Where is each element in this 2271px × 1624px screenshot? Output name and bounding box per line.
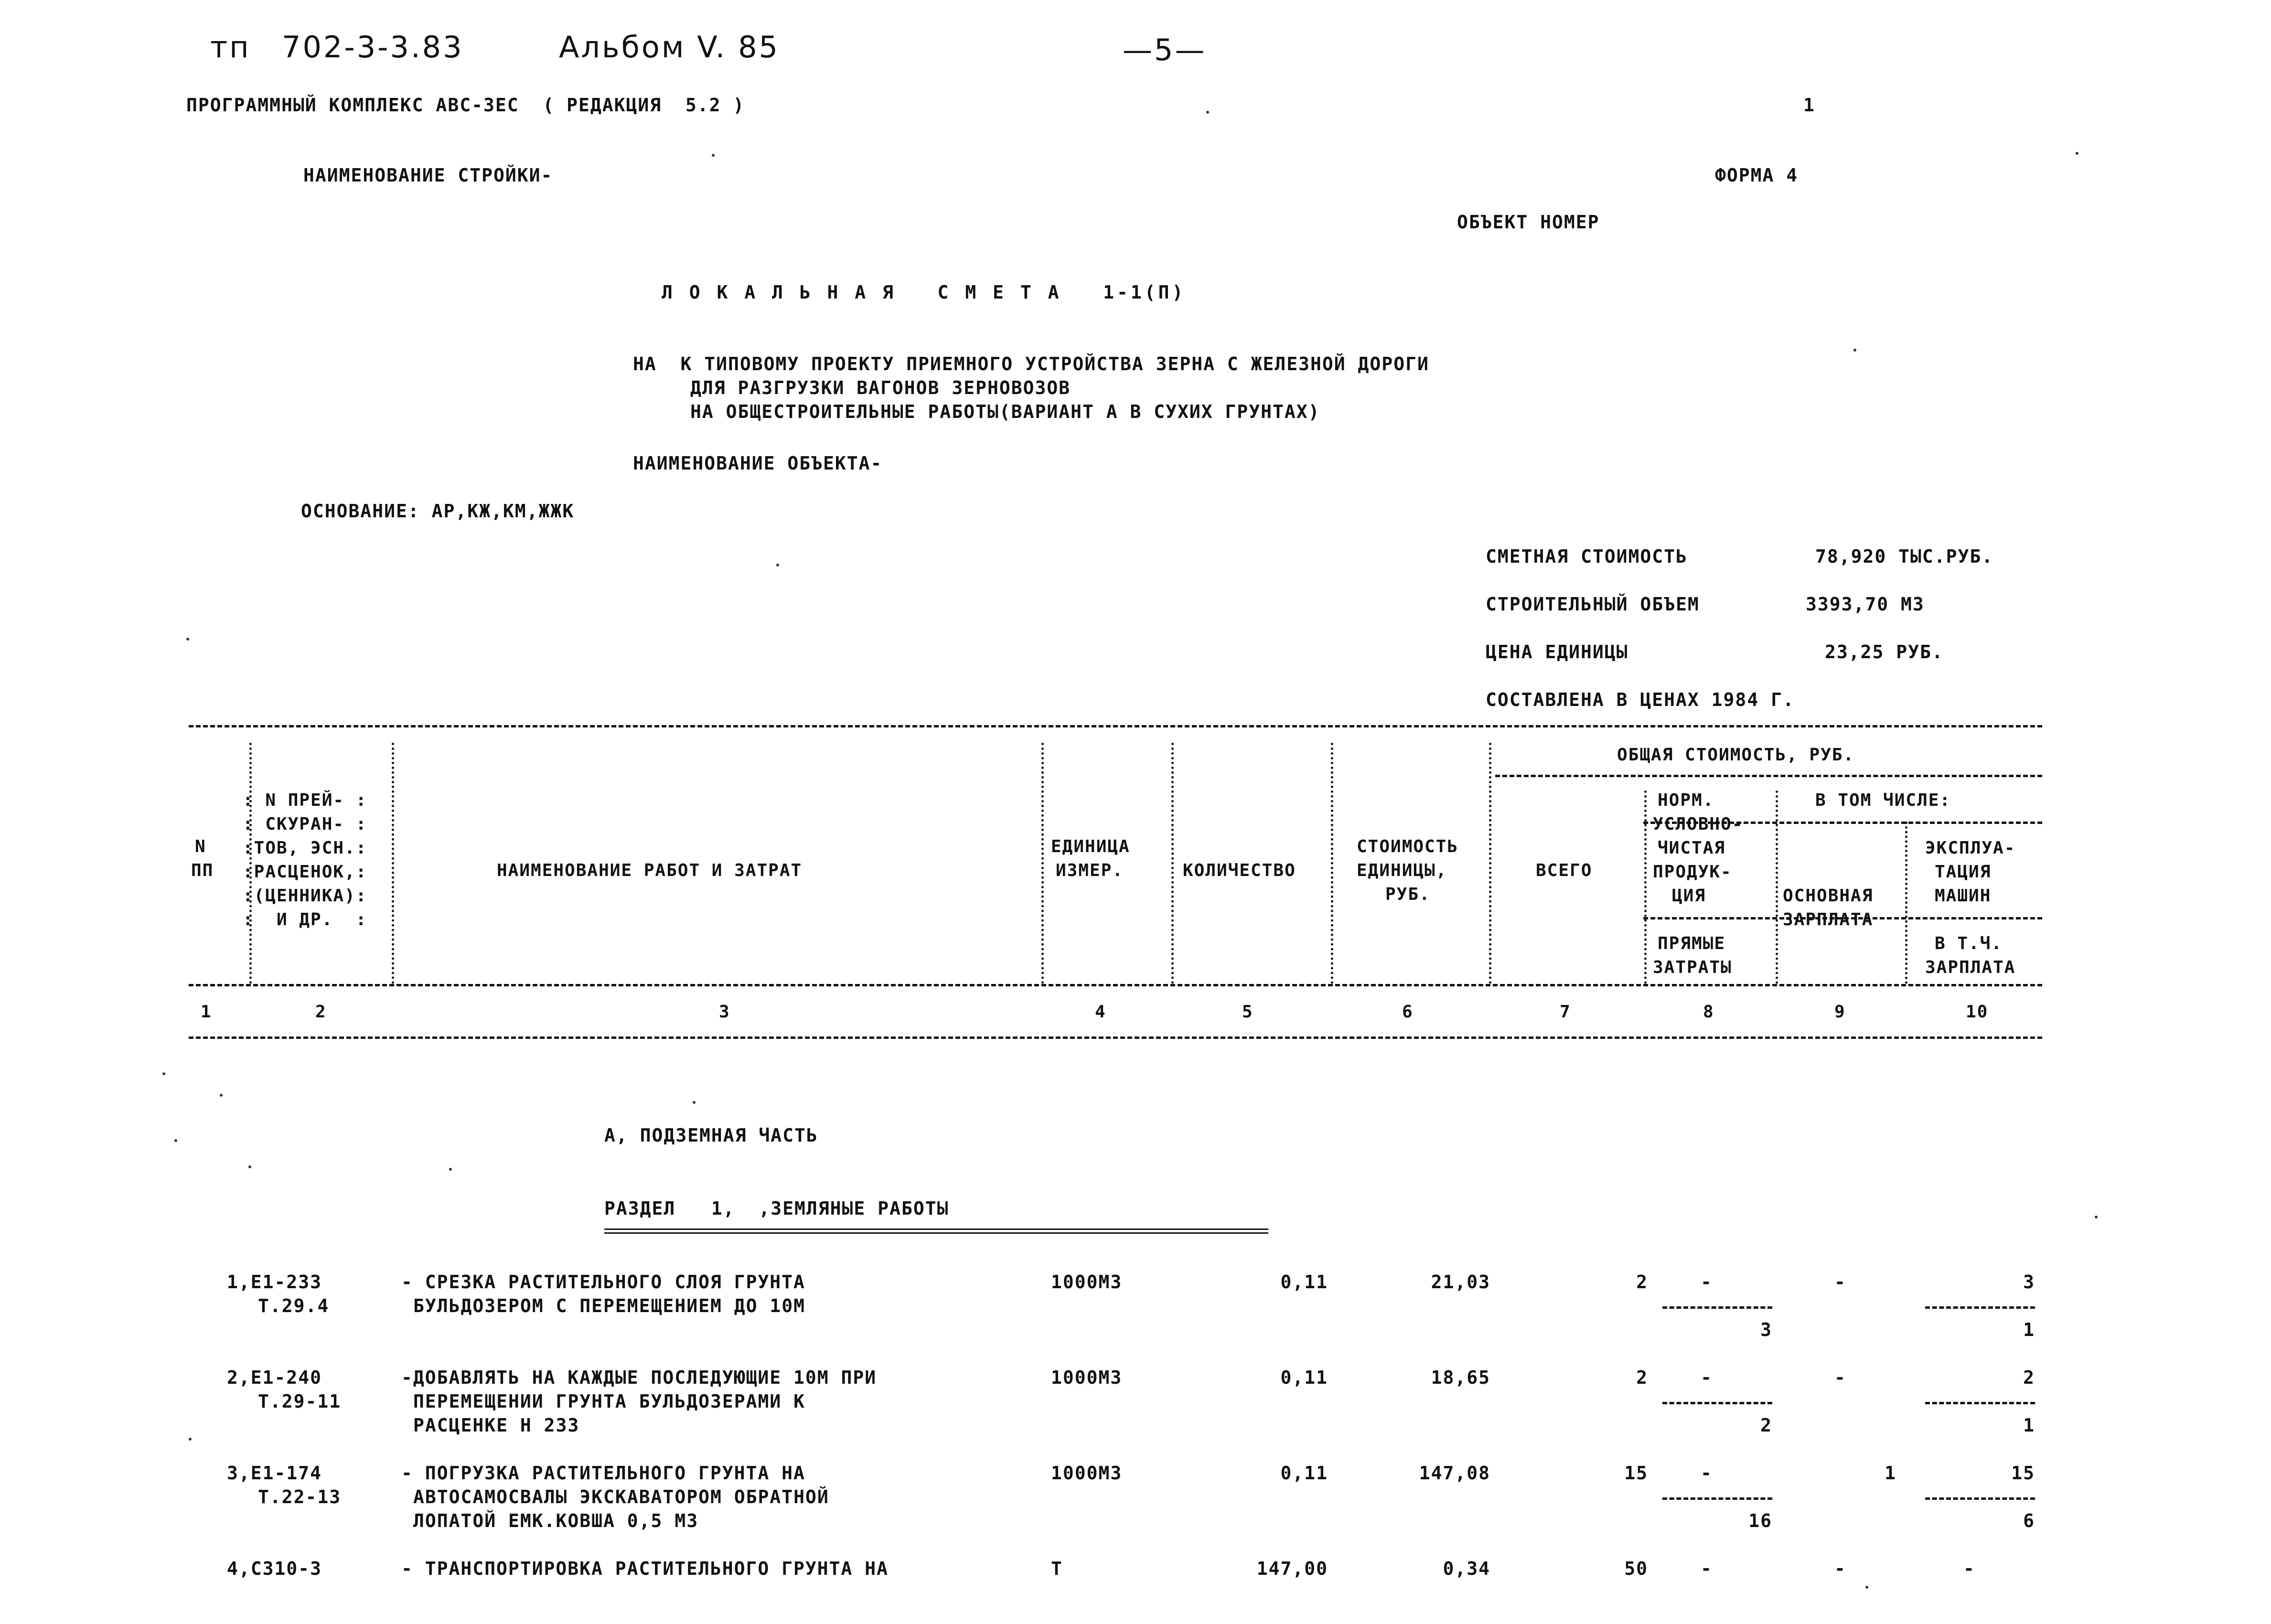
col-separator: [1489, 743, 1491, 984]
row-name: РАСЦЕНКЕ Н 233: [413, 1415, 580, 1436]
row-unit-price: 147,08: [1419, 1463, 1490, 1484]
summary-label-unit-price: ЦЕНА ЕДИНИЦЫ: [1486, 641, 1628, 662]
col-number: 5: [1242, 1002, 1253, 1022]
row-quantity: 147,00: [1256, 1558, 1328, 1579]
col8-header-line: НОРМ.: [1658, 791, 1714, 810]
header-bottom-rule: [189, 984, 2042, 986]
col-number: 10: [1966, 1002, 1989, 1022]
column-numbers-rule: [189, 1036, 2042, 1039]
row-exp-top: -: [1963, 1558, 1975, 1579]
col7-header: ВСЕГО: [1536, 861, 1593, 880]
col-separator: [392, 743, 394, 984]
col2-header-line: : N ПРЕЙ- :: [243, 791, 367, 810]
basis-line: ОСНОВАНИЕ: АР,КЖ,КМ,ЖЖК: [301, 501, 575, 522]
col9-header-line-1: ОСНОВНАЯ: [1783, 886, 1874, 906]
summary-prices-year: СОСТАВЛЕНА В ЦЕНАХ 1984 Г.: [1486, 689, 1795, 710]
row-code: 4,С310-3: [227, 1558, 322, 1579]
scan-speck: [1853, 349, 1856, 352]
form-label: ФОРМА 4: [1715, 165, 1799, 186]
estimate-subject-line-2: ДЛЯ РАЗГРУЗКИ ВАГОНОВ ЗЕРНОВОЗОВ: [690, 377, 1071, 398]
row-name: - ТРАНСПОРТИРОВКА РАСТИТЕЛЬНОГО ГРУНТА НА: [401, 1558, 889, 1579]
scan-speck: [189, 1438, 192, 1441]
row-norm-rule: [1662, 1402, 1772, 1404]
row-quantity: 0,11: [1280, 1271, 1328, 1293]
scan-speck: [1206, 111, 1209, 114]
col1-header-pp: ПП: [191, 861, 214, 880]
estimate-subject-line-1: НА К ТИПОВОМУ ПРОЕКТУ ПРИЕМНОГО УСТРОЙСТВА ЗЕРНА С ЖЕЛЕЗНОЙ ДОРОГИ: [633, 353, 1429, 374]
scan-speck: [2095, 1216, 2098, 1218]
row-wage: -: [1834, 1367, 1846, 1388]
scan-speck: [712, 154, 715, 157]
row-exp-bottom: 6: [2023, 1510, 2035, 1531]
object-name-label: НАИМЕНОВАНИЕ ОБЪЕКТА-: [633, 453, 883, 474]
summary-value-cost: 78,920 ТЫС.РУБ.: [1815, 546, 1994, 567]
header-tp: тп: [210, 30, 251, 64]
row-exp-rule: [1925, 1306, 2035, 1309]
col10-header-line: ЗАРПЛАТА: [1925, 958, 2016, 977]
col-number: 6: [1402, 1002, 1414, 1022]
col2-header-line: :РАСЦЕНОК,:: [243, 862, 367, 882]
construction-name-label: НАИМЕНОВАНИЕ СТРОЙКИ-: [303, 165, 553, 186]
row-total: 50: [1624, 1558, 1648, 1579]
col4-header-line-1: ЕДИНИЦА: [1051, 837, 1130, 856]
scan-speck: [776, 564, 779, 566]
col10-header-line: ЭКСПЛУА-: [1925, 838, 2016, 858]
col8-header-line: УСЛОВНО-: [1653, 814, 1744, 834]
row-name: ЛОПАТОЙ ЕМК.КОВША 0,5 М3: [413, 1510, 699, 1531]
col6-header-line-1: СТОИМОСТЬ: [1357, 837, 1459, 856]
col-separator: [1171, 743, 1174, 984]
col-number: 4: [1095, 1002, 1106, 1022]
scan-speck: [1865, 1586, 1868, 1589]
section-razdel-title: РАЗДЕЛ 1, ,ЗЕМЛЯНЫЕ РАБОТЫ: [604, 1198, 949, 1219]
col8-header-line: ЗАТРАТЫ: [1653, 958, 1732, 977]
row-norm-rule: [1662, 1306, 1772, 1309]
row-code: Т.22-13: [258, 1486, 342, 1507]
col3-header: НАИМЕНОВАНИЕ РАБОТ И ЗАТРАТ: [497, 861, 803, 880]
row-norm-top: -: [1701, 1558, 1713, 1579]
col2-header-line: : И ДР. :: [243, 910, 367, 930]
row-norm-top: -: [1701, 1367, 1713, 1388]
scan-speck: [162, 1072, 165, 1075]
col10-header-line: МАШИН: [1935, 886, 1992, 906]
row-quantity: 0,11: [1280, 1463, 1328, 1484]
col6-header-line-2: ЕДИНИЦЫ,: [1357, 861, 1447, 880]
row-exp-bottom: 1: [2023, 1415, 2035, 1436]
object-number-label: ОБЪЕКТ НОМЕР: [1457, 212, 1600, 233]
row-unit: 1000М3: [1051, 1271, 1123, 1293]
razdel-underline: [604, 1229, 1268, 1234]
scan-speck: [248, 1165, 251, 1168]
col-number: 1: [201, 1002, 212, 1022]
col-number: 7: [1560, 1002, 1571, 1022]
row-quantity: 0,11: [1280, 1367, 1328, 1388]
col-separator: [1331, 743, 1333, 984]
col-number: 9: [1834, 1002, 1846, 1022]
row-code: 2,Е1-240: [227, 1367, 322, 1388]
row-norm-rule: [1662, 1497, 1772, 1500]
scan-speck: [693, 1101, 696, 1104]
row-code: Т.29-11: [258, 1391, 342, 1412]
row-name: БУЛЬДОЗЕРОМ С ПЕРЕМЕЩЕНИЕМ ДО 10М: [413, 1295, 805, 1316]
row-wage: -: [1834, 1271, 1846, 1293]
col-separator: [1644, 791, 1647, 984]
row-unit-price: 0,34: [1443, 1558, 1490, 1579]
row-wage: 1: [1885, 1463, 1896, 1484]
scan-speck: [220, 1094, 223, 1097]
col2-header-line: : СКУРАН- :: [243, 814, 367, 834]
program-line: ПРОГРАММНЫЙ КОМПЛЕКС АВС-3ЕС ( РЕДАКЦИЯ 5.2 ): [186, 95, 745, 116]
table-top-rule: [189, 725, 2042, 727]
col-separator: [1776, 791, 1778, 984]
row-total: 15: [1624, 1463, 1648, 1484]
row-norm-bottom: 3: [1760, 1319, 1772, 1340]
row-total: 2: [1636, 1367, 1648, 1388]
group-rule: [1495, 775, 2042, 777]
summary-value-unit-price: 23,25 РУБ.: [1825, 641, 1944, 662]
row-norm-top: -: [1701, 1463, 1713, 1484]
section-part-title: А, ПОДЗЕМНАЯ ЧАСТЬ: [604, 1125, 818, 1146]
col-number: 8: [1703, 1002, 1714, 1022]
col-separator: [1041, 743, 1044, 984]
col8-header-line: ЦИЯ: [1672, 886, 1706, 906]
summary-label-cost: СМЕТНАЯ СТОИМОСТЬ: [1486, 546, 1688, 567]
row-name: ПЕРЕМЕЩЕНИИ ГРУНТА БУЛЬДОЗЕРАМИ К: [413, 1391, 805, 1412]
row-exp-top: 15: [2011, 1463, 2035, 1484]
col10-header-line: В Т.Ч.: [1935, 934, 2003, 953]
col2-header-line: :ТОВ, ЭСН.:: [243, 838, 367, 858]
header-code: 702-3-3.83: [282, 30, 464, 64]
row-code: 1,Е1-233: [227, 1271, 322, 1293]
estimate-subject-line-3: НА ОБЩЕСТРОИТЕЛЬНЫЕ РАБОТЫ(ВАРИАНТ А В СУХИХ ГРУНТАХ): [690, 401, 1320, 422]
header-album: Альбом V. 85: [559, 30, 780, 64]
estimate-title: Л О К А Л Ь Н А Я С М Е Т А 1-1(П): [662, 282, 1186, 303]
scan-speck: [449, 1168, 452, 1171]
summary-label-volume: СТРОИТЕЛЬНЫЙ ОБЪЕМ: [1486, 594, 1700, 615]
row-unit-price: 18,65: [1431, 1367, 1490, 1388]
page-number: —5—: [1123, 32, 1207, 67]
row-total: 2: [1636, 1271, 1648, 1293]
col1-header-n: N: [195, 837, 206, 856]
row-name: - ПОГРУЗКА РАСТИТЕЛЬНОГО ГРУНТА НА: [401, 1463, 805, 1484]
scan-speck: [174, 1139, 177, 1142]
row-exp-rule: [1925, 1402, 2035, 1404]
row-name: - СРЕЗКА РАСТИТЕЛЬНОГО СЛОЯ ГРУНТА: [401, 1271, 805, 1293]
col8-header-line: ЧИСТАЯ: [1658, 838, 1726, 858]
col-separator: [1905, 822, 1907, 984]
col-number: 2: [315, 1002, 327, 1022]
row-exp-rule: [1925, 1497, 2035, 1500]
row-unit: Т: [1051, 1558, 1063, 1579]
col6-header-line-3: РУБ.: [1385, 885, 1431, 904]
col-number: 3: [719, 1002, 730, 1022]
col8-header-line: ПРОДУК-: [1653, 862, 1732, 882]
row-unit: 1000М3: [1051, 1463, 1123, 1484]
row-name: АВТОСАМОСВАЛЫ ЭКСКАВАТОРОМ ОБРАТНОЙ: [413, 1486, 829, 1507]
row-norm-top: -: [1701, 1271, 1713, 1293]
row-unit-price: 21,03: [1431, 1271, 1490, 1293]
group-header: ОБЩАЯ СТОИМОСТЬ, РУБ.: [1617, 745, 1855, 765]
in-that-number-header: В ТОМ ЧИСЛЕ:: [1815, 791, 1951, 810]
col10-header-line: ТАЦИЯ: [1935, 862, 1992, 882]
scan-speck: [2076, 152, 2078, 155]
col9-header-line-2: ЗАРПЛАТА: [1783, 910, 1874, 930]
col5-header: КОЛИЧЕСТВО: [1183, 861, 1296, 880]
col2-header-line: :(ЦЕННИКА):: [243, 886, 367, 906]
row-norm-bottom: 16: [1748, 1510, 1772, 1531]
row-norm-bottom: 2: [1760, 1415, 1772, 1436]
col8-header-line: ПРЯМЫЕ: [1658, 934, 1726, 953]
sheet-number: 1: [1803, 95, 1815, 116]
col4-header-line-2: ИЗМЕР.: [1056, 861, 1124, 880]
row-unit: 1000М3: [1051, 1367, 1123, 1388]
row-code: 3,Е1-174: [227, 1463, 322, 1484]
row-wage: -: [1834, 1558, 1846, 1579]
row-exp-bottom: 1: [2023, 1319, 2035, 1340]
row-name: -ДОБАВЛЯТЬ НА КАЖДЫЕ ПОСЛЕДУЮЩИЕ 10М ПРИ: [401, 1367, 877, 1388]
scan-speck: [186, 638, 189, 641]
row-exp-top: 2: [2023, 1367, 2035, 1388]
summary-value-volume: 3393,70 М3: [1806, 594, 1925, 615]
row-code: Т.29.4: [258, 1295, 330, 1316]
row-exp-top: 3: [2023, 1271, 2035, 1293]
